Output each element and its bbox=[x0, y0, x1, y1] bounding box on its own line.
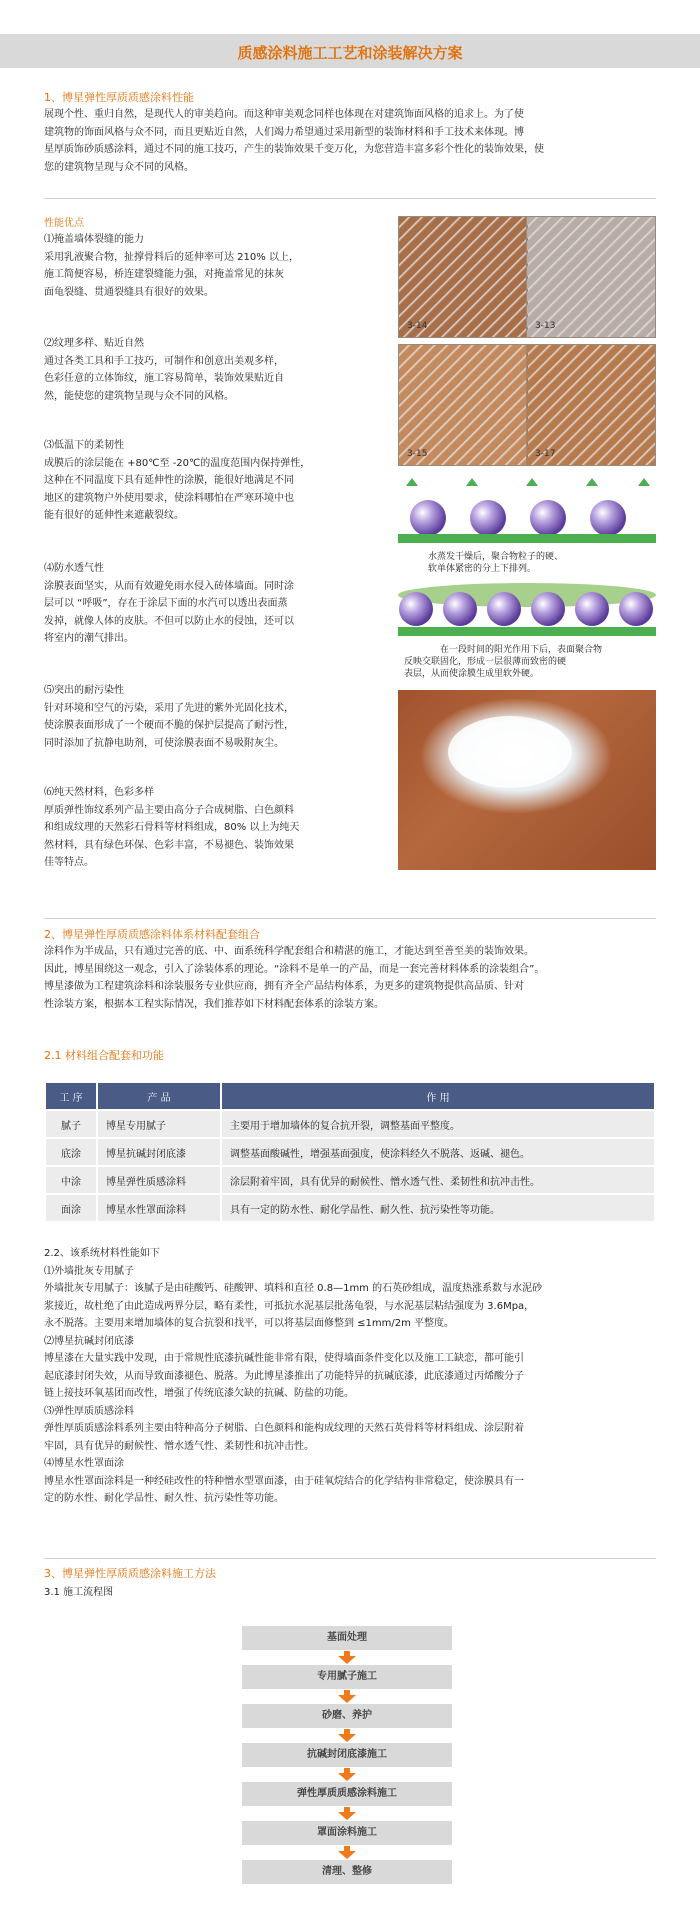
section22-line: 链上接技环氧基团而改性，增强了传统底漆欠缺的抗碱、防盐的功能。 bbox=[44, 1388, 354, 1399]
table-cell: 腻子 bbox=[46, 1111, 96, 1137]
diagram-caption: 反映交联固化，形成一层很薄而致密的硬 bbox=[404, 657, 567, 667]
advantage-line: 使涂膜表面形成了一个硬而不脆的保护层提高了耐污性， bbox=[44, 720, 294, 731]
diagram-caption: 软单体紧密的分上下排列。 bbox=[428, 564, 537, 574]
advantage-line: 和组成纹理的天然彩石骨料等材料组成，80% 以上为纯天 bbox=[44, 822, 300, 833]
diagram-caption: 在一段时间的阳光作用下后，表面聚合物 bbox=[440, 645, 603, 655]
section22-heading: 2.2、该系统材料性能如下 bbox=[44, 1248, 160, 1259]
table-row bbox=[46, 1167, 654, 1193]
section22-block-title: ⑶弹性厚质质感涂料 bbox=[44, 1405, 134, 1417]
advantage-line: 针对环境和空气的污染，采用了先进的紫外光固化技术， bbox=[44, 702, 294, 714]
section22-line: 博星漆在大量实践中发现，由于常规性底漆抗碱性能非常有限，使得墙面条件变化以及施工工缺恋，都可能引 bbox=[44, 1353, 524, 1364]
page-title: 质感涂料施工工艺和涂装解决方案 bbox=[237, 44, 463, 62]
advantage-title: ⑹纯天然材料，色彩多样 bbox=[44, 787, 154, 798]
advantage-line: 层可以 “呼吸”，存在于涂层下面的水汽可以透出表面蒸 bbox=[44, 598, 288, 609]
advantage-line: 能有很好的延伸性来遮蔽裂纹。 bbox=[44, 510, 184, 521]
diagram-caption: 表层，从而使涂膜生成里软外硬。 bbox=[404, 669, 540, 679]
advantage-line: 这种在不同温度下具有延伸性的涂膜，能很好地满足不同 bbox=[44, 475, 294, 486]
advantage-item bbox=[44, 682, 364, 752]
texture-label: 3-15 bbox=[407, 449, 428, 459]
advantage-line: 同时添加了抗静电助剂，可使涂膜表面不易吸附灰尘。 bbox=[44, 737, 284, 749]
polymer-particle bbox=[619, 592, 653, 626]
up-arrow-icon bbox=[406, 478, 418, 486]
advantage-line: 通过各类工具和手工技巧，可制作和创意出美观多样， bbox=[44, 355, 284, 367]
section2-line: 涂料作为半成品，只有通过完善的底、中、面系统科学配套组合和精湛的施工，才能达到至善至美的装饰效果。 bbox=[44, 946, 534, 957]
polymer-particle bbox=[470, 500, 506, 536]
advantage-title: ⑴掩盖墙体裂缝的能力 bbox=[44, 234, 144, 245]
down-arrow-icon bbox=[337, 1690, 357, 1703]
polymer-particle bbox=[531, 592, 565, 626]
quartz-sand-core bbox=[448, 716, 572, 788]
advantage-item bbox=[44, 437, 364, 525]
table-cell: 主要用于增加墙体的复合抗开裂，调整基面平整度。 bbox=[222, 1111, 654, 1137]
substrate-layer bbox=[398, 627, 656, 636]
section21-heading: 2.1 材料组合配套和功能 bbox=[44, 1049, 164, 1062]
advantages-heading: 性能优点 bbox=[44, 218, 84, 229]
flow-step: 专用腻子施工 bbox=[242, 1665, 452, 1689]
table-header: 作 用 bbox=[222, 1083, 654, 1109]
advantage-item bbox=[44, 335, 364, 405]
section2-line: 性涂装方案，根据本工程实际情况，我们推荐如下材料配套体系的涂装方案。 bbox=[44, 998, 384, 1010]
table-row bbox=[46, 1111, 654, 1137]
hardened-surface-layer bbox=[398, 583, 656, 607]
up-arrow-icon bbox=[466, 478, 478, 486]
texture-sample-image bbox=[398, 344, 528, 466]
polymer-particle bbox=[575, 592, 609, 626]
advantage-line: 地区的建筑物户外使用要求，使涂料哪怕在严寒环境中也 bbox=[44, 492, 294, 504]
section1-line: 星厚质饰砂质感涂料，通过不同的施工技巧，产生的装饰效果千变万化，为您营造丰富多彩个性化的装饰效果，使 bbox=[44, 144, 544, 155]
section2-line: 博星漆做为工程建筑涂料和涂装服务专业供应商，拥有齐全产品结构体系，为更多的建筑物提供高品质、针对 bbox=[44, 981, 524, 992]
diagram-caption: 水蒸发干燥后，聚合物粒子的硬、 bbox=[428, 552, 564, 562]
texture-sample-image bbox=[526, 216, 656, 338]
flow-step: 基面处理 bbox=[242, 1626, 452, 1650]
section22-block-title: ⑴外墙批灰专用腻子 bbox=[44, 1265, 134, 1277]
flowchart-heading: 3.1 施工流程图 bbox=[44, 1587, 114, 1598]
advantage-title: ⑸突出的耐污染性 bbox=[44, 685, 124, 696]
advantage-title: ⑵纹理多样、贴近自然 bbox=[44, 338, 144, 349]
table-cell: 中涂 bbox=[46, 1167, 96, 1193]
up-arrow-icon bbox=[526, 478, 538, 486]
texture-sample-image bbox=[398, 216, 528, 338]
section2-paragraph bbox=[44, 943, 674, 1013]
polymer-particle bbox=[530, 500, 566, 536]
advantage-line: 面龟裂缝、贯通裂缝具有很好的效果。 bbox=[44, 286, 214, 298]
section22-line: 起底漆封闭失效，从而导致面漆褪色、脱落。为此博星漆推出了功能特异的抗碱底漆，此底漆通过丙烯酸分子 bbox=[44, 1370, 524, 1382]
table-row bbox=[46, 1139, 654, 1165]
table-header-row bbox=[46, 1083, 654, 1109]
table-cell: 涂层附着牢固，具有优异的耐候性、憎水透气性、柔韧性和抗冲击性。 bbox=[222, 1167, 654, 1193]
advantage-line: 色彩任意的立体饰纹，施工容易简单，装饰效果贴近自 bbox=[44, 373, 284, 384]
polymer-diagram-svg bbox=[398, 478, 656, 690]
advantage-line: 厚质弹性饰纹系列产品主要由高分子合成树脂、白色颜料 bbox=[44, 804, 294, 816]
down-arrow-icon bbox=[337, 1729, 357, 1742]
up-arrow-icon bbox=[586, 478, 598, 486]
material-table bbox=[44, 1081, 656, 1223]
polymer-particle bbox=[443, 592, 477, 626]
flow-step: 砂磨、养护 bbox=[242, 1704, 452, 1728]
down-arrow-icon bbox=[337, 1651, 357, 1664]
section22-text bbox=[44, 1245, 674, 1508]
section22-line: 浆接近，故杜绝了由此造成两界分层，略有柔性，可抵抗水泥基层批荡龟裂，与水泥基层粘结强度为 3.6Mpa， bbox=[44, 1300, 535, 1312]
advantage-title: ⑶低温下的柔韧性 bbox=[44, 440, 124, 451]
advantage-line: 成膜后的涂层能在 +80℃至 -20℃的温度范围内保持弹性， bbox=[44, 457, 311, 469]
table-row bbox=[46, 1195, 654, 1221]
quartz-sand-photo bbox=[398, 690, 656, 870]
section22-line: 外墙批灰专用腻子：该腻子是由硅酸钙、硅酸钾、填料和直径 0.8—1mm 的石英砂组成，温度热涨系数与水泥砂 bbox=[44, 1283, 543, 1294]
down-arrow-icon bbox=[337, 1846, 357, 1859]
section22-line: 牢固，具有优异的耐候性、憎水透气性、柔韧性和抗冲击性。 bbox=[44, 1440, 314, 1452]
advantage-item bbox=[44, 560, 364, 648]
table-cell: 面涂 bbox=[46, 1195, 96, 1221]
divider bbox=[44, 918, 656, 919]
texture-label: 3-14 bbox=[407, 321, 428, 331]
texture-sample-image bbox=[526, 344, 656, 466]
section1-line: 您的建筑物呈现与众不同的风格。 bbox=[44, 161, 194, 173]
up-arrow-icon bbox=[638, 478, 650, 486]
texture-label: 3-17 bbox=[535, 449, 556, 459]
down-arrow-icon bbox=[337, 1807, 357, 1820]
flow-step: 抗碱封闭底漆施工 bbox=[242, 1743, 452, 1767]
section22-line: 博星水性罩面涂料是一种经硅改性的特种憎水型罩面漆，由于硅氧烷结合的化学结构非常稳定，使涂膜具有一 bbox=[44, 1475, 524, 1487]
advantage-line: 将室内的潮气排出。 bbox=[44, 633, 134, 644]
section22-line: 定的防水性、耐化学品性、耐久性、抗污染性等功能。 bbox=[44, 1493, 284, 1504]
advantage-line: 然，能使您的建筑物呈现与众不同的风格。 bbox=[44, 390, 234, 402]
texture-label: 3-13 bbox=[535, 321, 556, 331]
table-header: 产 品 bbox=[98, 1083, 220, 1109]
flow-step: 清理、整修 bbox=[242, 1860, 452, 1884]
flow-step: 罩面涂料施工 bbox=[242, 1821, 452, 1845]
table-cell: 调整基面酸碱性，增强基面强度，使涂料经久不脱落、返碱、褪色。 bbox=[222, 1139, 654, 1165]
table-cell: 博星抗碱封闭底漆 bbox=[98, 1139, 220, 1165]
section22-block-title: ⑷博星水性罩面涂 bbox=[44, 1458, 124, 1469]
advantage-item bbox=[44, 231, 364, 301]
quartz-sand-svg bbox=[398, 690, 656, 870]
section2-line: 因此，博星围绕这一观念，引入了涂装体系的理论。“涂料不是单一的产品，而是一套完善材料体系的涂装组合”。 bbox=[44, 963, 545, 975]
advantage-item bbox=[44, 784, 364, 872]
section2-heading: 2、博星弹性厚质质感涂料体系材料配套组合 bbox=[44, 928, 260, 941]
section22-line: 永不脱落。主要用来增加墙体的复合抗裂和找平，可以将基层面修整到 ≤1mm/2m 平整度。 bbox=[44, 1318, 455, 1329]
section1-heading: 1、博星弹性厚质质感涂料性能 bbox=[44, 91, 194, 104]
advantage-line: 然材料，具有绿色环保、色彩丰富，不易褪色、装饰效果 bbox=[44, 839, 294, 851]
divider bbox=[44, 198, 656, 199]
down-arrow-icon bbox=[337, 1768, 357, 1781]
advantage-line: 采用乳液聚合物，扯撑骨料后的延伸率可达 210% 以上， bbox=[44, 251, 299, 263]
section22-line: 弹性厚质质感涂料系列主要由特种高分子树脂、白色颜料和能构成纹理的天然石英骨料等材料组成、涂层附着 bbox=[44, 1423, 524, 1434]
advantage-line: 佳等特点。 bbox=[44, 857, 94, 868]
section1-line: 展现个性、重归自然，是现代人的审美趋向。而这种审美观念同样也体现在对建筑饰面风格的追求上。为了使 bbox=[44, 109, 524, 120]
table-cell: 博星弹性质感涂料 bbox=[98, 1167, 220, 1193]
advantage-line: 发掉，就像人体的皮肤。不但可以防止水的侵蚀，还可以 bbox=[44, 615, 294, 627]
polymer-particle bbox=[487, 592, 521, 626]
section22-block-title: ⑵博星抗碱封闭底漆 bbox=[44, 1335, 134, 1347]
section1-line: 建筑物的饰面风格与众不同，而且更贴近自然，人们竭力希望通过采用新型的装饰材料和手工技术来体现。博 bbox=[44, 126, 524, 138]
advantage-line: 施工简便容易，桥连建裂缝能力强，对掩盖常见的抹灰 bbox=[44, 269, 284, 280]
advantage-title: ⑷防水透气性 bbox=[44, 563, 104, 574]
section1-paragraph bbox=[44, 106, 664, 176]
polymer-particle bbox=[410, 500, 446, 536]
polymer-structure-diagram bbox=[398, 478, 656, 690]
polymer-particle bbox=[590, 500, 626, 536]
table-header: 工 序 bbox=[46, 1083, 96, 1109]
polymer-particle bbox=[399, 592, 433, 626]
table-cell: 博星专用腻子 bbox=[98, 1111, 220, 1137]
table-cell: 具有一定的防水性、耐化学品性、耐久性、抗污染性等功能。 bbox=[222, 1195, 654, 1221]
section3-heading: 3、博星弹性厚质质感涂料施工方法 bbox=[44, 1567, 216, 1580]
divider bbox=[44, 1558, 656, 1559]
advantage-line: 涂膜表面坚实，从而有效避免雨水侵入砖体墙面。同时涂 bbox=[44, 580, 294, 592]
flow-step: 弹性厚质质感涂料施工 bbox=[242, 1782, 452, 1806]
table-cell: 博星水性罩面涂料 bbox=[98, 1195, 220, 1221]
table-cell: 底涂 bbox=[46, 1139, 96, 1165]
substrate-layer bbox=[398, 534, 656, 543]
